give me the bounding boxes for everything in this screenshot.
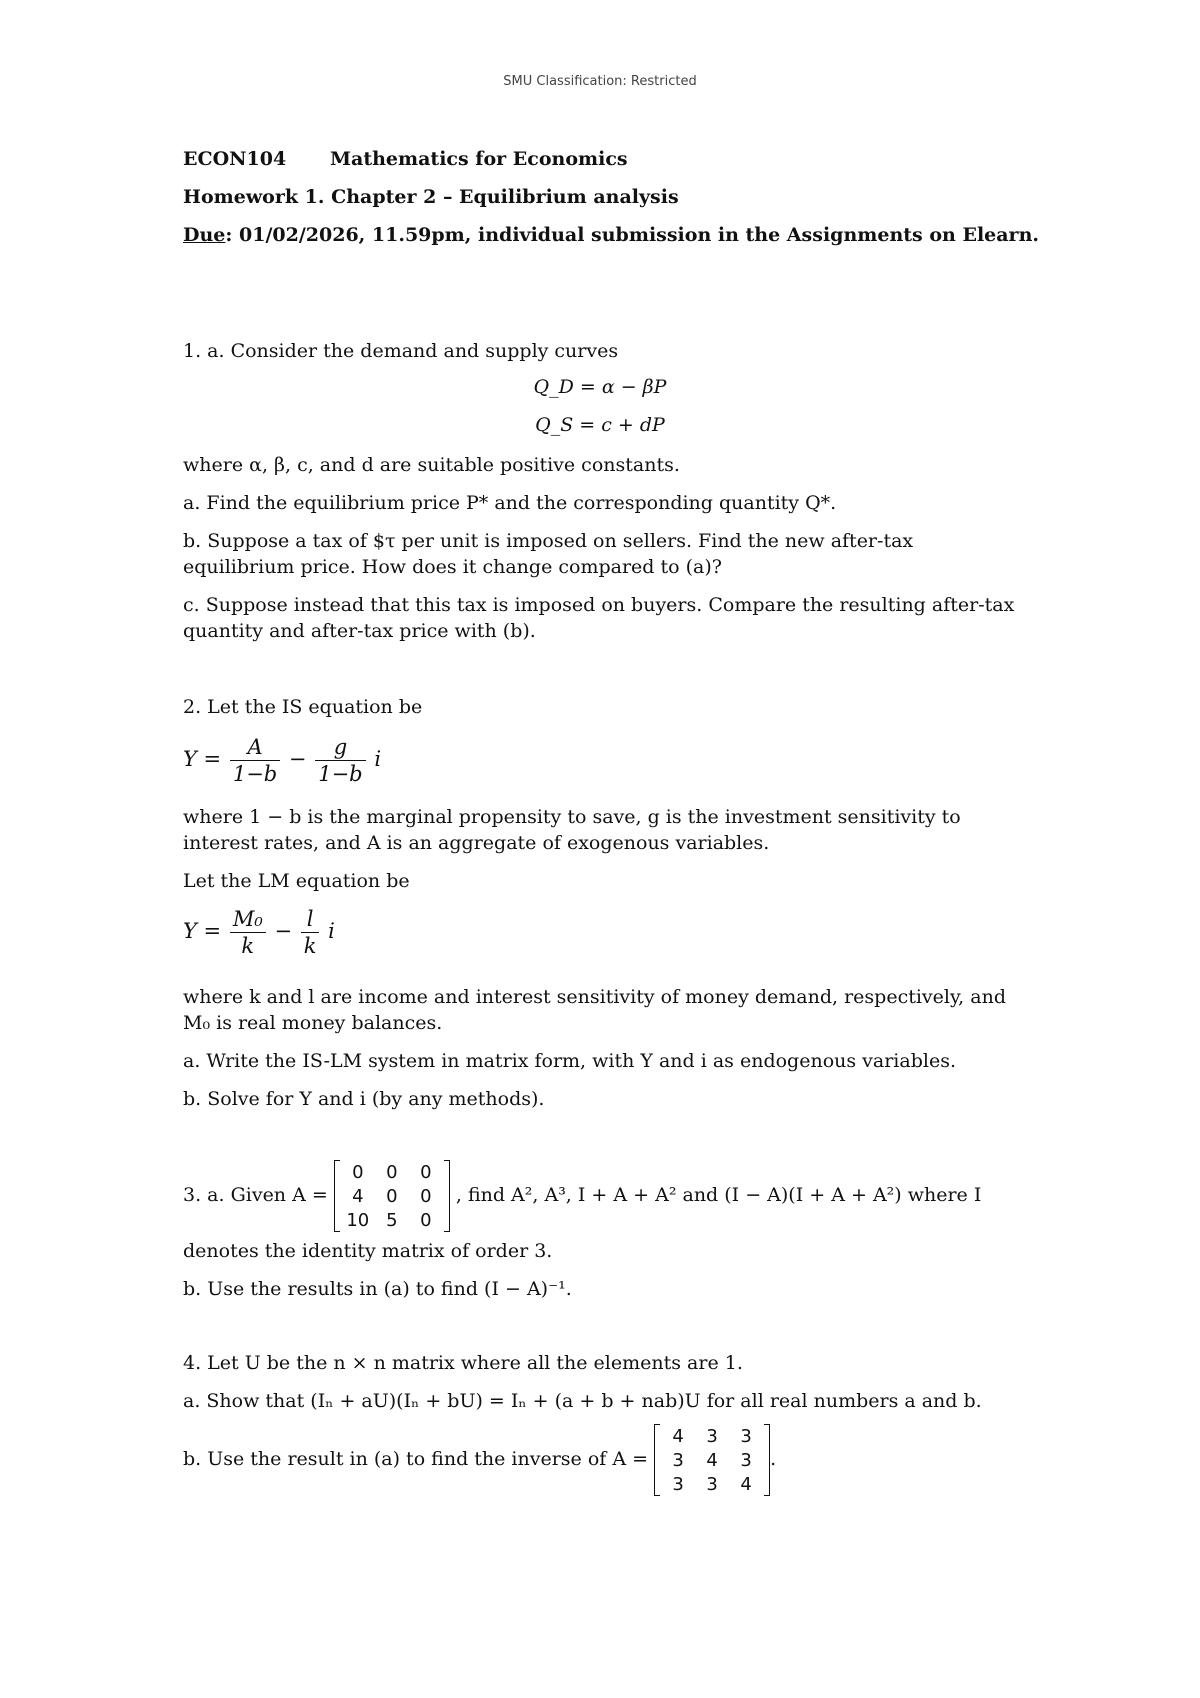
is-fraction-2 bbox=[315, 734, 365, 787]
q4-b-prefix: b. Use the result in (a) to find the inverse of A = bbox=[183, 1448, 649, 1470]
is-num-2: g bbox=[315, 734, 365, 761]
lm-lhs: Y = bbox=[183, 919, 222, 943]
matrix-cell: 0 bbox=[386, 1185, 398, 1207]
matrix-cell: 5 bbox=[386, 1209, 398, 1231]
is-minus: − bbox=[288, 747, 307, 771]
due-text: : 01/02/2026, 11.59pm, individual submission in the Assignments on Elearn. bbox=[225, 224, 1039, 246]
lm-num-1: M₀ bbox=[230, 906, 266, 933]
matrix-cell: 3 bbox=[672, 1473, 684, 1495]
matrix-cell: 0 bbox=[420, 1185, 432, 1207]
matrix-cell: 0 bbox=[420, 1161, 432, 1183]
q3-part-b: b. Use the results in (a) to find (I − A)⁻¹. bbox=[183, 1278, 572, 1300]
lm-intro: Let the LM equation be bbox=[183, 870, 410, 892]
q1-where: where α, β, c, and d are suitable positive constants. bbox=[183, 454, 680, 476]
is-den-2: 1−b bbox=[318, 762, 363, 786]
classification-label: SMU Classification: Restricted bbox=[503, 74, 697, 89]
q2-where-1: where 1 − b is the marginal propensity to save, g is the investment sensitivity to interest rates, and A is an aggregate of exogenous variables. bbox=[183, 806, 961, 854]
matrix-cell: 4 bbox=[672, 1425, 684, 1447]
matrix-cell: 0 bbox=[420, 1209, 432, 1231]
lm-fraction-1 bbox=[230, 906, 266, 959]
q2-part-b: b. Solve for Y and i (by any methods). bbox=[183, 1088, 545, 1110]
homework-title: Homework 1. Chapter 2 – Equilibrium analysis bbox=[183, 186, 679, 208]
course-code: ECON104 bbox=[183, 148, 287, 170]
lm-var: i bbox=[328, 919, 335, 943]
matrix-cell: 3 bbox=[740, 1449, 752, 1471]
matrix-cell: 3 bbox=[672, 1449, 684, 1471]
due-label: Due bbox=[183, 224, 226, 246]
q1-part-a: a. Find the equilibrium price P* and the corresponding quantity Q*. bbox=[183, 492, 837, 514]
due-line bbox=[183, 224, 1039, 246]
q2-part-a: a. Write the IS-LM system in matrix form, with Y and i as endogenous variables. bbox=[183, 1050, 956, 1072]
lm-fraction-2 bbox=[301, 906, 320, 959]
course-title: Mathematics for Economics bbox=[330, 148, 628, 170]
q1-supply-equation: Q_S = c + dP bbox=[535, 414, 665, 436]
q4-part-a: a. Show that (Iₙ + aU)(Iₙ + bU) = Iₙ + (a + b + nab)U for all real numbers a and b. bbox=[183, 1390, 982, 1412]
q3-matrix bbox=[334, 1160, 450, 1232]
lm-den-1: k bbox=[241, 934, 255, 958]
is-num-1: A bbox=[230, 734, 280, 761]
matrix-cell: 10 bbox=[346, 1209, 370, 1231]
is-var: i bbox=[374, 747, 382, 771]
matrix-cell: 0 bbox=[352, 1161, 364, 1183]
matrix-cell: 4 bbox=[352, 1185, 364, 1207]
q4-intro: 4. Let U be the n × n matrix where all the elements are 1. bbox=[183, 1352, 743, 1374]
matrix-cell: 0 bbox=[386, 1161, 398, 1183]
q1-part-b: b. Suppose a tax of $τ per unit is imposed on sellers. Find the new after-tax equilibrium price. How does it change compared to (a)? bbox=[183, 530, 914, 578]
q4-part-b bbox=[183, 1424, 1028, 1496]
is-equation bbox=[183, 734, 381, 787]
q4-matrix bbox=[654, 1424, 770, 1496]
is-den-1: 1−b bbox=[232, 762, 278, 786]
q2-where-2: where k and l are income and interest sensitivity of money demand, respectively, and M₀ is real money balances. bbox=[183, 986, 1006, 1034]
q4-b-suffix: . bbox=[770, 1448, 777, 1470]
q2-intro: 2. Let the IS equation be bbox=[183, 696, 423, 718]
q3-cont: denotes the identity matrix of order 3. bbox=[183, 1240, 553, 1262]
q1-demand-equation: Q_D = α − βP bbox=[533, 376, 667, 398]
matrix-cell: 3 bbox=[706, 1473, 718, 1495]
lm-minus: − bbox=[274, 919, 293, 943]
q1-intro: 1. a. Consider the demand and supply curves bbox=[183, 340, 619, 362]
is-lhs: Y = bbox=[183, 747, 222, 771]
q3-suffix: , find A², A³, I + A + A² and (I − A)(I + A + A²) where I bbox=[455, 1184, 982, 1206]
matrix-cell: 4 bbox=[706, 1449, 718, 1471]
lm-equation bbox=[183, 906, 335, 959]
lm-den-2: k bbox=[303, 934, 317, 958]
matrix-cell: 3 bbox=[740, 1425, 752, 1447]
q3-prefix: 3. a. Given A = bbox=[183, 1184, 328, 1206]
matrix-cell: 3 bbox=[706, 1425, 718, 1447]
is-fraction-1 bbox=[230, 734, 280, 787]
q3-line bbox=[183, 1160, 1028, 1232]
matrix-cell: 4 bbox=[740, 1473, 752, 1495]
lm-num-2: l bbox=[301, 906, 320, 933]
q1-part-c: c. Suppose instead that this tax is imposed on buyers. Compare the resulting after-tax quantity and after-tax price with (b). bbox=[183, 594, 1015, 642]
